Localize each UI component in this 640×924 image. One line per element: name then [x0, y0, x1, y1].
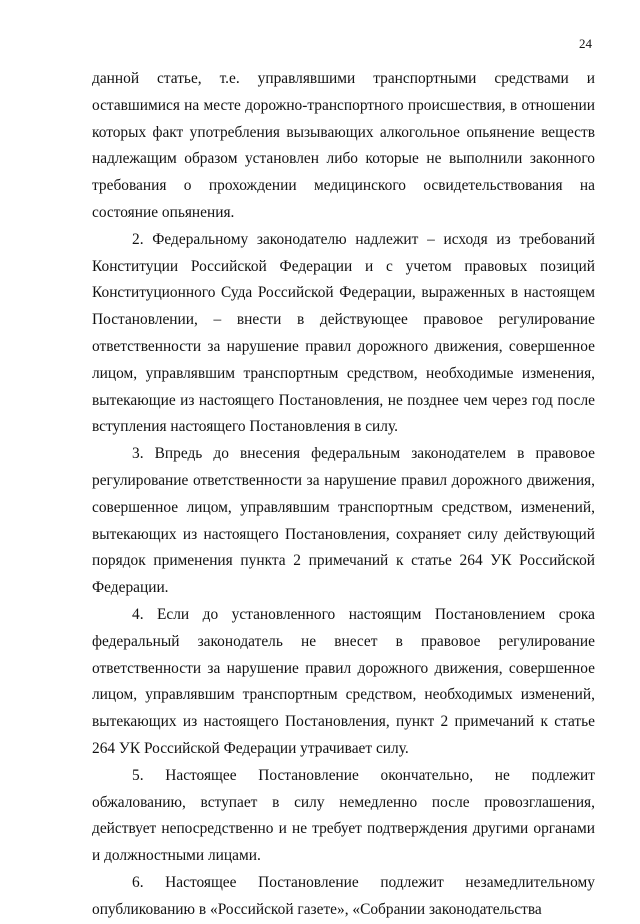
paragraph-continuation: данной статье, т.е. управлявшими транспортными средствами и оставшимися на месте дорожно-транспортного происшествия, в отношении которых факт употребления вызывающих алкогольное опьянение веществ надлежащим образом установлен либо которые не выполнили законного требования о прохождении медицинского освидетельствования на состояние опьянения.	[92, 70, 595, 221]
paragraph-2: 2. Федеральному законодателю надлежит – исходя из требований Конституции Российской Федерации и с учетом правовых позиций Конституционного Суда Российской Федерации, выраженных в настоящем Постановлении, – внести в действующее правовое регулирование ответственности за нарушение правил дорожного движения, совершенное лицом, управлявшим транспортным средством, необходимые изменения, вытекающие из настоящего Постановления, не позднее чем через год после вступления настоящего Постановления в силу.	[92, 230, 595, 436]
paragraph-6: 6. Настоящее Постановление подлежит незамедлительному опубликованию в «Российской газете», «Собрании законодательства	[92, 873, 595, 918]
page-number: 24	[579, 36, 592, 51]
paragraph-5: 5. Настоящее Постановление окончательно, не подлежит обжалованию, вступает в силу немедленно после провозглашения, действует непосредственно и не требует подтверждения другими органами и должностными лицами.	[92, 766, 595, 865]
document-body	[92, 66, 595, 924]
paragraph-4: 4. Если до установленного настоящим Постановлением срока федеральный законодатель не внесет в правовое регулирование ответственности за нарушение правил дорожного движения, совершенное лицом, управлявшим транспортным средством, необходимых изменений, вытекающих из настоящего Постановления, пункт 2 примечаний к статье 264 УК Российской Федерации утрачивает силу.	[92, 605, 595, 757]
paragraph-3: 3. Впредь до внесения федеральным законодателем в правовое регулирование ответственности за нарушение правил дорожного движения, совершенное лицом, управлявшим транспортным средством, изменений, вытекающих из настоящего Постановления, сохраняет силу действующий порядок применения пункта 2 примечаний к статье 264 УК Российской Федерации.	[92, 445, 595, 597]
